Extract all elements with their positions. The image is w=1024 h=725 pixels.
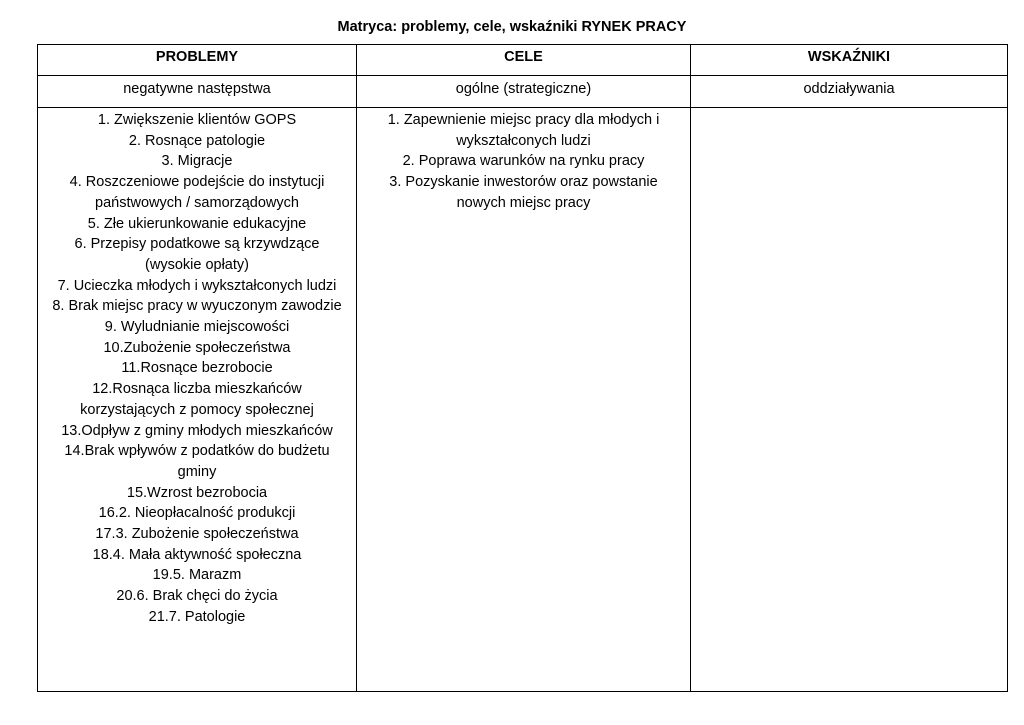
problem-item: 16.2. Nieopłacalność produkcji	[98, 505, 296, 522]
problem-item: 19.5. Marazm	[152, 567, 242, 584]
problem-item: 2. Rosnące patologie	[128, 132, 266, 149]
header-goals: CELE	[357, 45, 691, 76]
problem-item: 7. Ucieczka młodych i wykształconych ludzi	[57, 277, 337, 294]
problem-item: 1. Zwiększenie klientów GOPS	[97, 112, 297, 128]
document-title: Matryca: problemy, cele, wskaźniki RYNEK PRACY	[337, 19, 687, 35]
problem-item: 9. Wyludnianie miejscowości	[104, 319, 290, 336]
problem-item: 13.Odpływ z gminy młodych mieszkańców	[61, 422, 333, 439]
header-indicators: WSKAŹNIKI	[691, 45, 1008, 76]
problem-item: 10.Zubożenie społeczeństwa	[103, 339, 291, 356]
problems-cell	[38, 108, 357, 692]
header-row	[38, 45, 1008, 76]
problem-item: 8. Brak miejsc pracy w wyuczonym zawodzie	[52, 298, 342, 315]
problem-item: 6. Przepisy podatkowe są krzywdzące (wysokie opłaty)	[74, 236, 320, 273]
goals-list	[357, 110, 690, 214]
problem-item: 17.3. Zubożenie społeczeństwa	[95, 526, 299, 543]
problems-list	[38, 110, 356, 628]
header-problems: PROBLEMY	[38, 45, 357, 76]
subheader-indicators: oddziaływania	[691, 76, 1008, 108]
problem-item: 21.7. Patologie	[148, 608, 246, 625]
content-row	[38, 108, 1008, 692]
subheader-row	[38, 76, 1008, 108]
problem-item: 15.Wzrost bezrobocia	[126, 484, 268, 501]
matrix-table	[37, 44, 1008, 692]
problem-item: 5. Złe ukierunkowanie edukacyjne	[87, 215, 307, 232]
problem-item: 4. Roszczeniowe podejście do instytucji państwowych / samorządowych	[69, 174, 325, 211]
problem-item: 18.4. Mała aktywność społeczna	[92, 546, 302, 563]
problem-item: 12.Rosnąca liczba mieszkańców korzystających z pomocy społecznej	[80, 381, 314, 418]
indicators-cell	[691, 108, 1008, 692]
problem-item: 11.Rosnące bezrobocie	[121, 360, 273, 377]
goal-item: 2. Poprawa warunków na rynku pracy	[402, 153, 645, 170]
goal-item: 1. Zapewnienie miejsc pracy dla młodych i wykształconych ludzi	[387, 112, 660, 149]
goal-item: 3. Pozyskanie inwestorów oraz powstanie nowych miejsc pracy	[389, 174, 658, 211]
subheader-problems: negatywne następstwa	[38, 76, 357, 108]
problem-item: 20.6. Brak chęci do życia	[116, 588, 278, 605]
problem-item: 14.Brak wpływów z podatków do budżetu gminy	[64, 443, 330, 480]
problem-item: 3. Migracje	[161, 153, 233, 170]
goals-cell	[357, 108, 691, 692]
subheader-goals: ogólne (strategiczne)	[357, 76, 691, 108]
